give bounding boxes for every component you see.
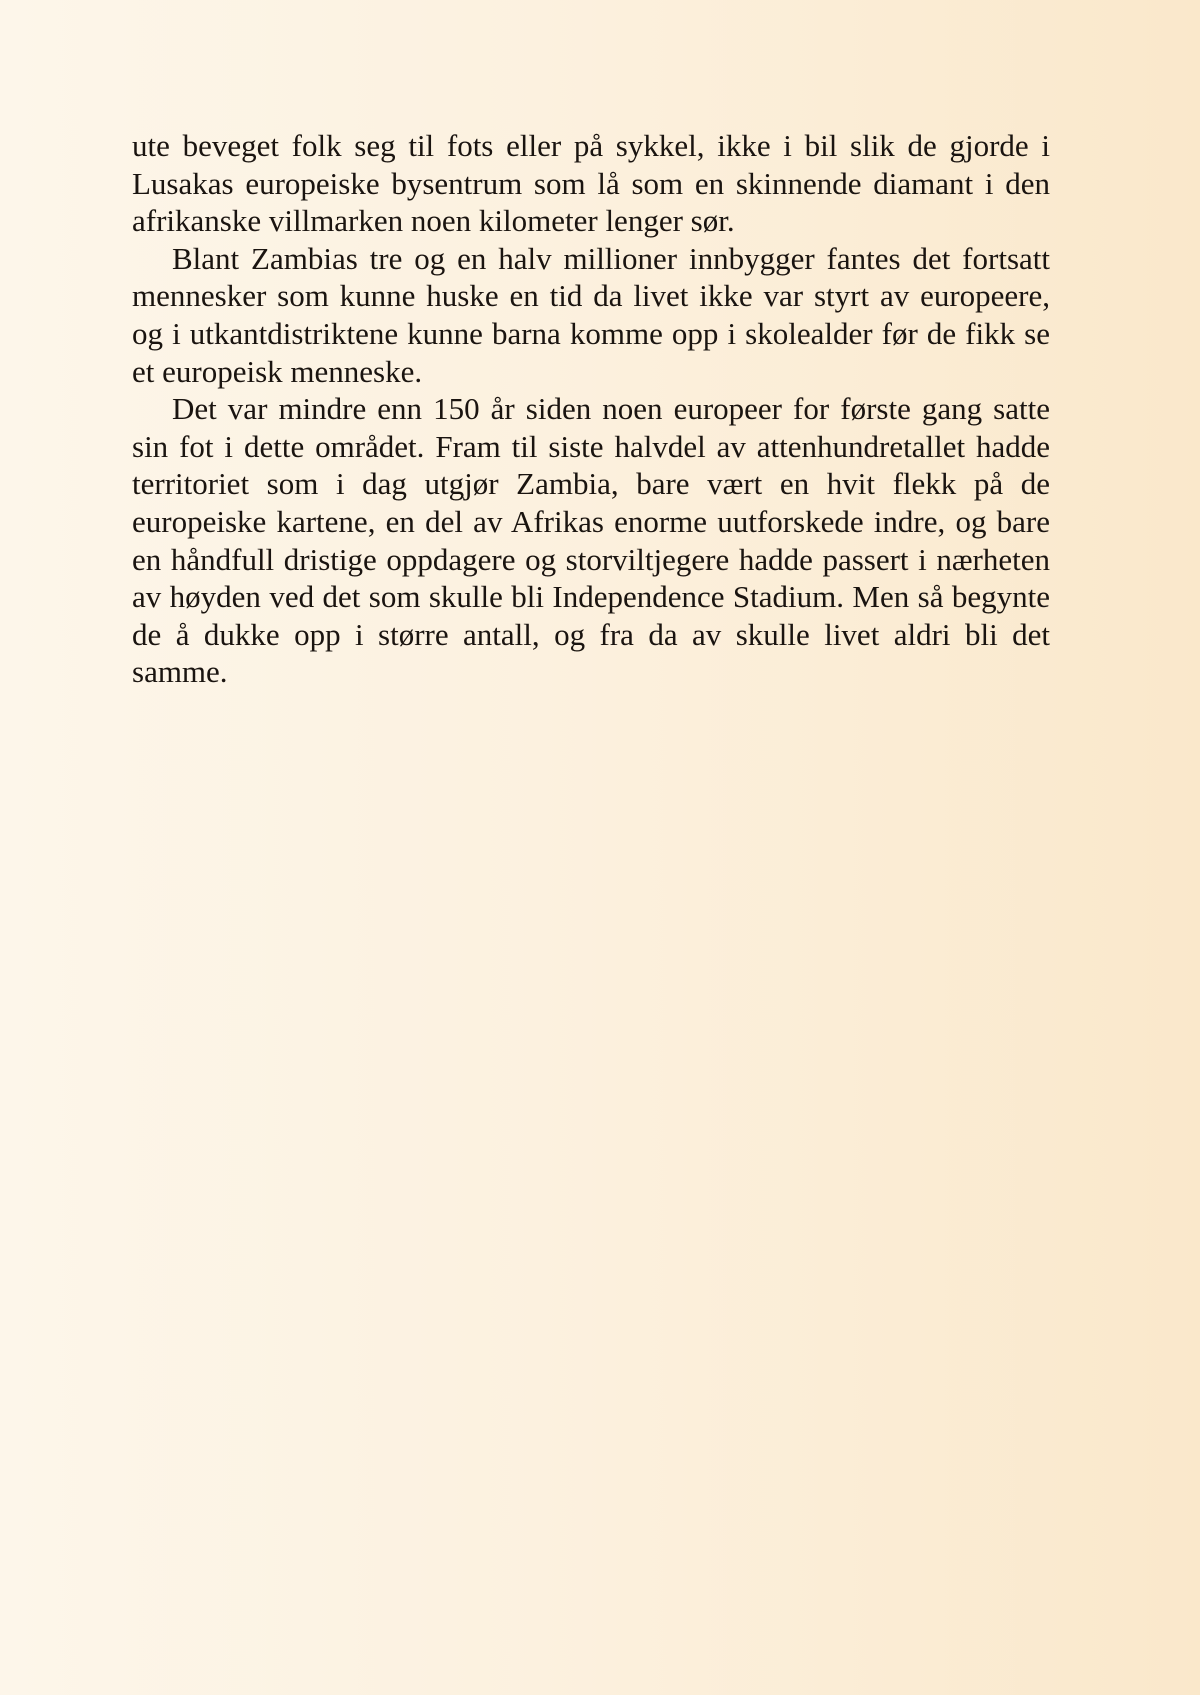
paragraph-2: Blant Zambias tre og en halv millioner innbygger fantes det fortsatt mennesker som kunne huske en tid da livet ikke var styrt av europeere, og i utkantdistriktene kunne barna komme opp i skolealder før de fikk se et europeisk menneske. (132, 240, 1050, 389)
body-text (132, 127, 1050, 691)
paragraph-3: Det var mindre enn 150 år siden noen europeer for første gang satte sin fot i dette området. Fram til siste halvdel av attenhundretallet hadde territoriet som i dag utgjør Zambia, bare vært en hvit flekk på de europeiske kartene, en del av Afrikas enorme uutforskede indre, og bare en håndfull dristige oppdagere og storviltjegere hadde passert i nærheten av høyden ved det som skulle bli Independence Stadium. Men så begynte de å dukke opp i større antall, og fra da av skulle livet aldri bli det samme. (132, 391, 1050, 690)
paragraph-1: ute beveget folk seg til fots eller på sykkel, ikke i bil slik de gjorde i Lusakas europeiske bysentrum som lå som en skinnende diamant i den afrikanske villmarken noen kilometer lenger sør. (132, 128, 1050, 239)
